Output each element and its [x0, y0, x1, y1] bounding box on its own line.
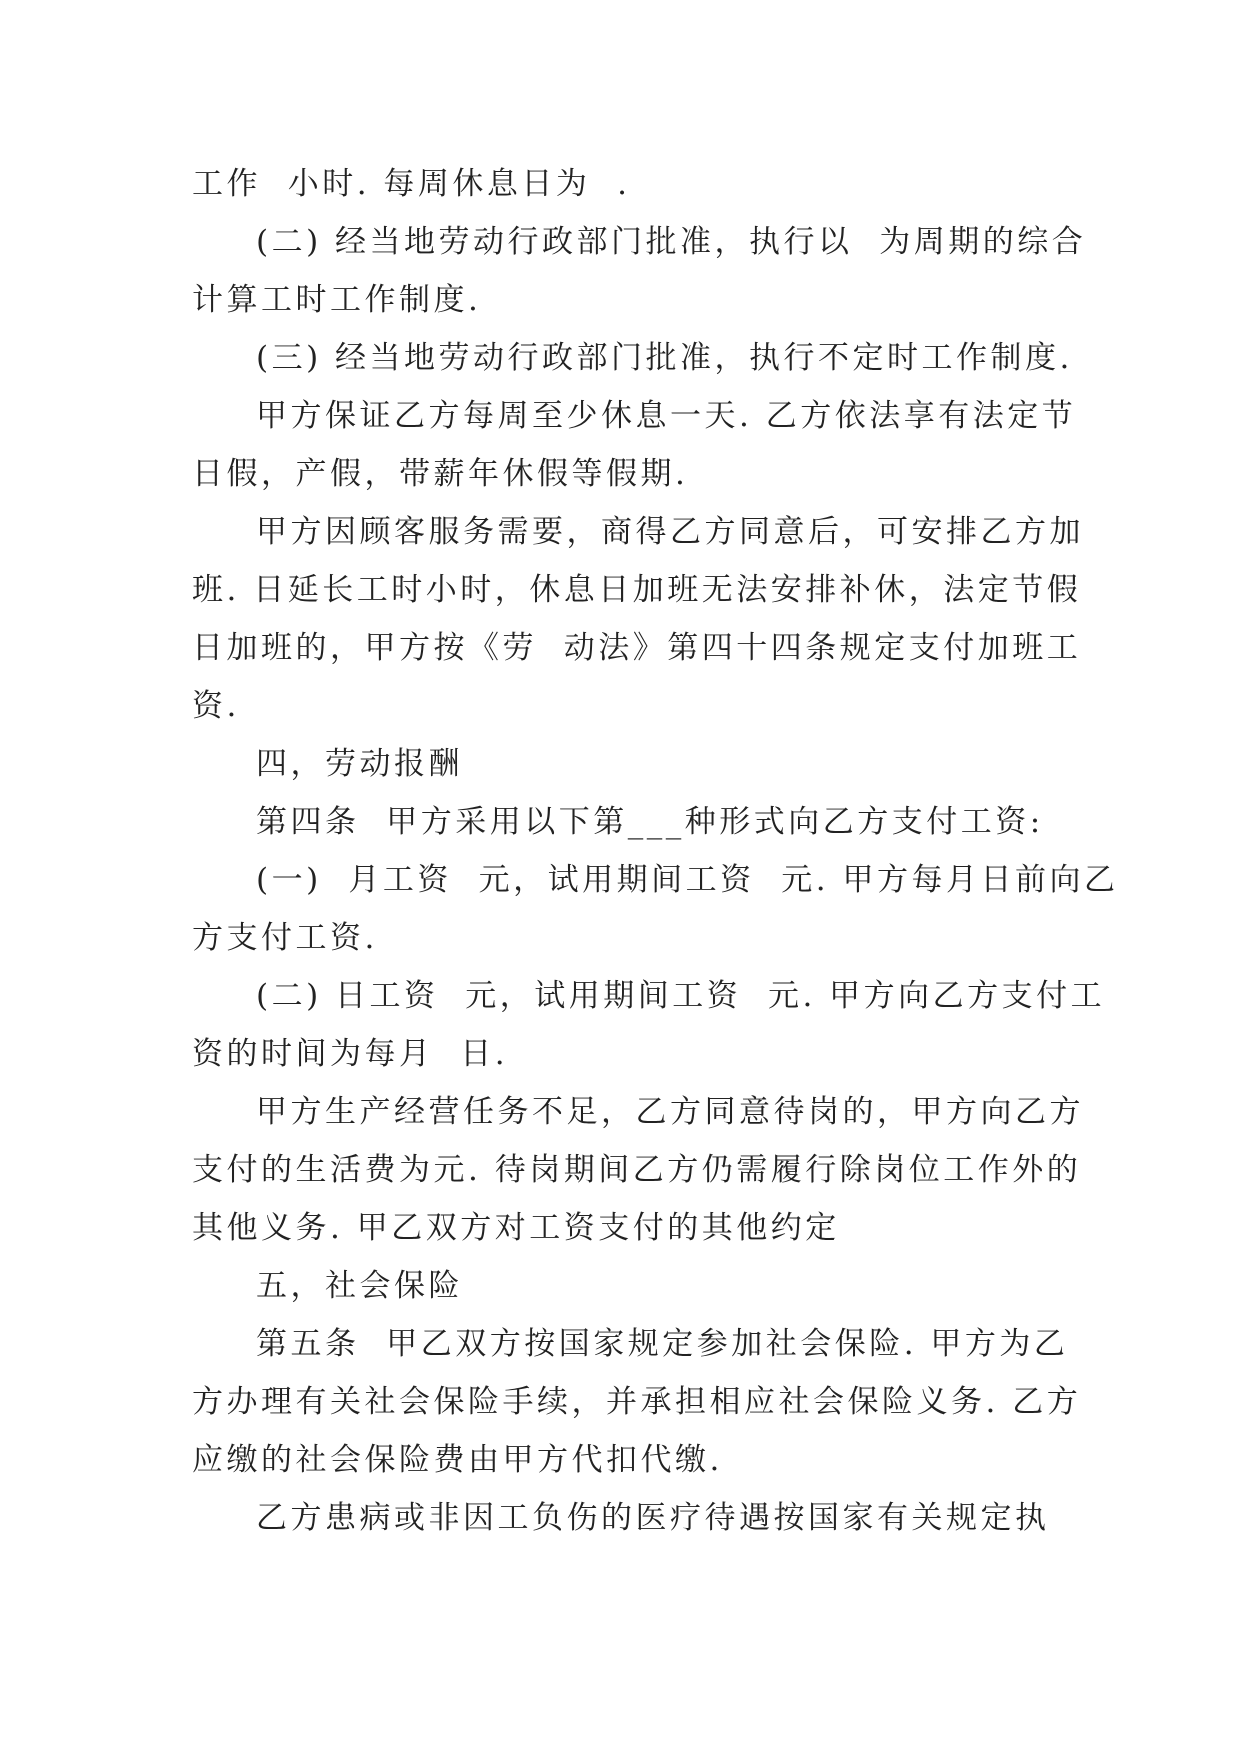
text-line: 第五条 甲乙双方按国家规定参加社会保险. 甲方为乙: [256, 1326, 1069, 1362]
text-line: 甲方因顾客服务需要，商得乙方同意后，可安排乙方加: [256, 514, 1084, 550]
text-line: 甲方保证乙方每周至少休息一天. 乙方依法享有法定节: [256, 398, 1077, 434]
text-line: 工作 小时. 每周休息日为 .: [192, 166, 631, 202]
text-line: 计算工时工作制度.: [192, 282, 482, 318]
text-line: 日加班的，甲方按《劳 动法》第四十四条规定支付加班工: [192, 630, 1082, 666]
text-line: 班. 日延长工时小时，休息日加班无法安排补休，法定节假: [192, 572, 1082, 608]
section-heading: 四，劳动报酬: [256, 746, 463, 782]
text-line: (三) 经当地劳动行政部门批准，执行不定时工作制度.: [256, 340, 1073, 376]
text-line: 资的时间为每月 日.: [192, 1036, 509, 1072]
text-line: (一) 月工资 元，试用期间工资 元. 甲方每月日前向乙: [256, 862, 1119, 898]
text-line: 甲方生产经营任务不足，乙方同意待岗的，甲方向乙方: [256, 1094, 1084, 1130]
text-line: 方支付工资.: [192, 920, 378, 956]
text-line: (二) 日工资 元，试用期间工资 元. 甲方向乙方支付工: [256, 978, 1106, 1014]
text-line: 支付的生活费为元. 待岗期间乙方仍需履行除岗位工作外的: [192, 1152, 1082, 1188]
text-line: 资.: [192, 688, 240, 724]
text-line: (二) 经当地劳动行政部门批准，执行以 为周期的综合: [256, 224, 1087, 260]
section-heading: 五，社会保险: [256, 1268, 463, 1304]
text-line: 应缴的社会保险费由甲方代扣代缴.: [192, 1442, 723, 1478]
text-line: 方办理有关社会保险手续，并承担相应社会保险义务. 乙方: [192, 1384, 1082, 1420]
text-line: 日假，产假，带薪年休假等假期.: [192, 456, 689, 492]
document-body: [192, 155, 1119, 1547]
text-line: 其他义务. 甲乙双方对工资支付的其他约定: [192, 1210, 840, 1246]
text-line: 乙方患病或非因工负伤的医疗待遇按国家有关规定执: [256, 1500, 1050, 1536]
text-line: 第四条 甲方采用以下第___种形式向乙方支付工资:: [256, 804, 1044, 840]
